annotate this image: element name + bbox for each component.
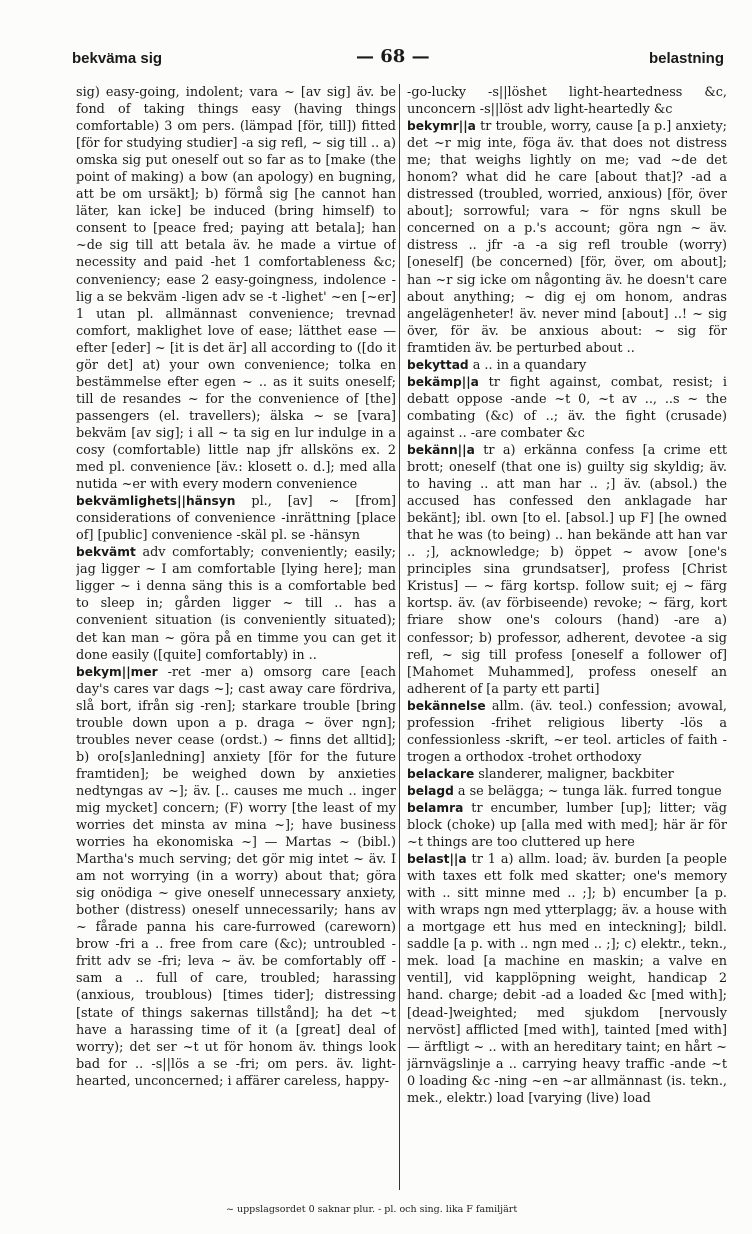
right-column — [407, 84, 727, 1194]
headword: belackare — [407, 766, 475, 781]
headword: bekvämlighets||hänsyn — [76, 494, 236, 509]
header-first-entry: bekväma sig — [72, 50, 163, 67]
entry-paragraph: -go-lucky -s||löshet light-heartedness &c, unconcern -s||löst adv light-heartedly &c — [407, 85, 727, 118]
entry-paragraph: bekänn||a tr a) erkänna confess [a crime ett brott; oneself (that one is) guilty sig skyldig; äv. to having .. att man har .. ;] äv. (absol.) the accused has confessed den anklagade har bekänt]; ibl. own [to el. [absol.] up F] [he owned that he was (to being) .. han bekände att han var .. ;], acknowledge; b) öppet ~ avow [one's principles sina grundsatser], profess [Christ Kristus] — ~ färg kortsp. follow suit; ej ~ färg kortsp. äv. (av förbiseende) revoke; ~ färg, kort friare show one's colours (hand) -are a) confessor; b) professor, adherent, devotee -a sig refl, ~ sig till profess [oneself a follower of] [Mahomet Muhammed], profess oneself an adherent of [a party ett parti] — [407, 442, 727, 697]
headword: bekännelse — [407, 698, 486, 713]
entry-paragraph: bekvämt adv comfortably; conveniently; easily; jag ligger ~ I am comfortable [lying here]; man ligger ~ i denna säng this is a comfortable bed to sleep in; gården ligger ~ till .. has a convenient situation (is conveniently situated); det kan man ~ göra på en timme you can get it done easily ([quite] comfortably) in .. — [76, 545, 396, 663]
entry-paragraph: belamra tr encumber, lumber [up]; litter; väg block (choke) up [alla med with med]; här är för ~t things are too cluttered up here — [407, 800, 727, 851]
running-header — [72, 46, 724, 70]
headword: belast||a — [407, 852, 467, 867]
entry-paragraph: bekyttad a .. in a quandary — [407, 357, 587, 373]
headword: belagd — [407, 783, 454, 798]
entry-paragraph: sig) easy-going, indolent; vara ~ [av sig] äv. be fond of taking things easy (having things comfortable) 3 om pers. (lämpad [för, till]) fitted [för for studying studier] -a sig refl, ~ sig till .. a) omska sig put oneself out so far as to [make (the point of making) a bow (an apology) en bugning, att be om ursäkt]; b) förmå sig [he cannot han läter, kan icke] be induced (bring himself) to consent to [peace fred; paying att betala]; han ~de sig till att betala äv. he made a virtue of necessity and paid -het 1 comfortableness &c; conveniency; ease 2 easy-goingness, indolence -lig a se bekväm -ligen adv se -t -lighet' ~en [~er] 1 utan pl. allmännast convenience; trevnad comfort, maklighet love of ease; lätthet ease — efter [eder] ~ [it is det är] all according to ([do it gör det] at) your own convenience; tolka en bestämmelse efter egen ~ .. as it suits oneself; till de resandes ~ for the convenience of [the] passengers (el. travellers); älska ~ se [vara] bekväm [av sig]; i all ~ ta sig en lur indulge in a cosy (comfortable) little nap jfr allsköns ex. 2 med pl. convenience [äv.: klosett o. d.]; med alla nutida ~er with every modern convenience — [76, 85, 396, 493]
column-divider — [399, 84, 400, 1190]
page-number: — 68 — — [356, 46, 430, 67]
headword: bekänn||a — [407, 442, 475, 457]
entry-paragraph: belackare slanderer, maligner, backbiter — [407, 766, 674, 782]
entry-paragraph: bekännelse allm. (äv. teol.) confession; avowal, profession -frihet religious liberty -lös a confessionless -skrift, ~er teol. articles of faith -trogen a orthodox -trohet orthodoxy — [407, 698, 727, 765]
headword: bekämp||a — [407, 374, 479, 389]
entry-paragraph: bekvämlighets||hänsyn pl., [av] ~ [from] considerations of convenience -inrättning [place of] [public] convenience -skäl pl. se -hänsyn — [76, 494, 396, 544]
header-last-entry: belastning — [648, 50, 724, 67]
entry-paragraph: bekymr||a tr trouble, worry, cause [a p.] anxiety; det ~r mig inte, föga äv. that does not distress me; that weighs lightly on me; vad ~de det honom? what did he care [about that]? -ad a distressed (troubled, worried, anxious) [för, över about]; sorrowful; vara ~ för ngns skull be concerned on a p.'s account; göra ngn ~ äv. distress .. jfr -a -a sig refl trouble (worry) [oneself] (be concerned) [för, över, om about]; han ~r sig icke om någonting äv. he doesn't care about anything; ~ dig ej om honom, andras angelägenheter! äv. never mind [about] ..! ~ sig över, för äv. be anxious about: ~ sig för framtiden äv. be perturbed about .. — [407, 119, 727, 356]
headword: bekymr||a — [407, 119, 476, 134]
left-column — [76, 84, 396, 1194]
entry-paragraph: bekämp||a tr fight against, combat, resist; i debatt oppose -ande ~t 0, ~t av .., ..s ~ the combating (&c) of ..; äv. the fight (crusade) against .. -are combater &c — [407, 374, 727, 441]
headword: belamra — [407, 800, 464, 815]
headword: bekvämt — [76, 545, 136, 560]
headword: bekyttad — [407, 357, 469, 372]
abbreviation-legend: ~ uppslagsordet 0 saknar plur. - pl. och sing. lika F familjärt — [226, 1204, 518, 1215]
entry-paragraph: belagd a se belägga; ~ tunga läk. furred tongue — [407, 783, 722, 799]
headword: bekym||mer — [76, 664, 158, 679]
entry-paragraph: belast||a tr 1 a) allm. load; äv. burden [a people with taxes ett folk med skatter; one's memory with .. sitt minne med .. ;]; b) encumber [a p. with wraps ngn med ytterplagg; äv. a house with a mortgage ett hus med en inteckning]; bildl. saddle [a p. with .. ngn med .. ;]; c) elektr., tekn., mek. load [a machine en maskin; a valve en ventil], vid kapplöpning weight, handicap 2 hand. charge; debit -ad a loaded &c [med with]; [dead-]weighted; med sjukdom [nervously nervöst] afflicted [med with], tainted [med with] — ärftligt ~ .. with an hereditary taint; en hårt ~ järnvägslinje a .. carrying heavy traffic -ande ~t 0 loading &c -ning ~en ~ar allmännast (is. tekn., mek., elektr.) load [varying (live) load — [407, 852, 727, 1106]
entry-paragraph: bekym||mer -ret -mer a) omsorg care [each day's cares var dags ~]; cast away care fördriva, slå bort, ifrån sig -ren]; starkare trouble [bring trouble down upon a p. draga ~ över ngn]; troubles never cease (ordst.) ~ finns det alltid]; b) oro[s]anledning] anxiety [för for the future framtiden]; be weighed down by anxieties nedtyngas av ~]; äv. [.. causes me much .. inger mig mycket] concern; (F) worry [the least of my worries det minsta av mina ~]; have business worries ha ekonomiska ~] — Martas ~ (bibl.) Martha's much serving; det gör mig intet ~ äv. I am not worrying (in a worry) about that; göra sig onödiga ~ give oneself unnecessary anxiety, bother (distress) oneself unnecessarily; hans av ~ fårade panna his care-furrowed (careworn) brow -fri a .. free from care (&c); untroubled -fritt adv se -fri; leva ~ äv. be comfortably off -sam a .. full of care, troubled; harassing (anxious, troublous) [times tider]; distressing [state of things sakernas tillstånd]; ha det ~t have a harassing time of it (a [great] deal of worry); det ser ~t ut för honom äv. things look bad for .. -s||lös a se -fri; om pers. äv. light-hearted, unconcerned; i affärer careless, happy- — [76, 664, 396, 1089]
